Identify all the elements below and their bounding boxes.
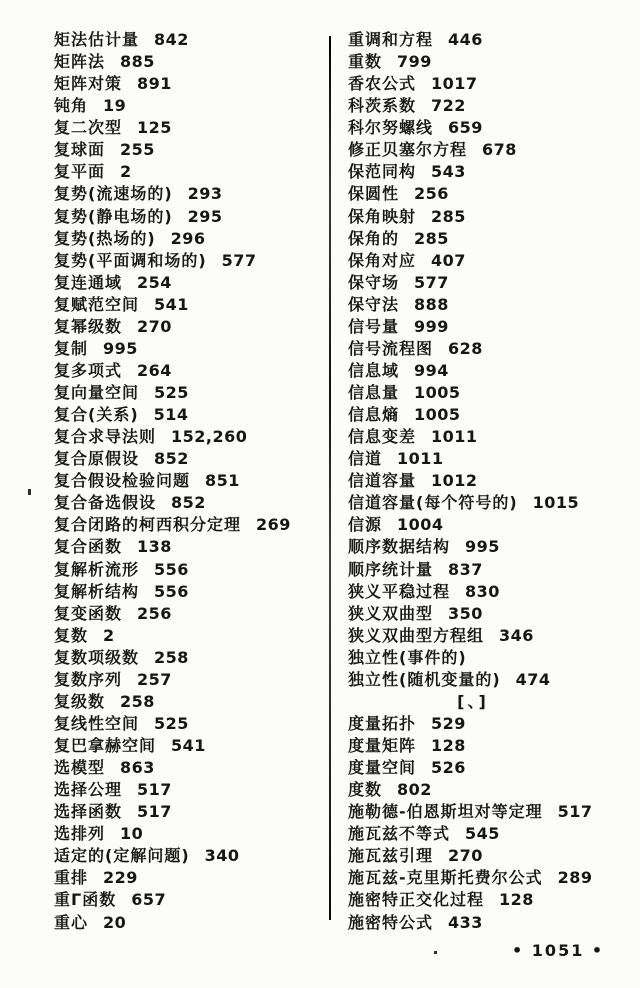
entry-term: 复合假设检验问题 [54,471,191,491]
index-entry [348,779,618,801]
entry-page-number: 20 [103,912,127,932]
index-entry [54,823,326,845]
section-divider-label: [、] [457,691,489,711]
entry-page-number: 995 [465,537,500,557]
entry-page-number: 514 [153,405,189,425]
entry-page-number: 1011 [397,449,444,469]
entry-term: 保守场 [348,272,400,292]
entry-page-number: 285 [414,228,449,248]
index-entry [348,250,618,272]
entry-term: 重调和方程 [348,30,434,49]
entry-page-number: 229 [103,868,138,888]
entry-page-number: 657 [131,890,167,910]
index-entry [54,779,326,801]
index-entry [348,735,618,757]
entry-term: 重心 [54,912,89,932]
entry-page-number: 1005 [414,383,461,402]
entry-term: 选模型 [54,758,106,778]
entry-page-number: 525 [154,383,189,402]
index-entry [54,250,326,272]
index-entry [348,625,618,647]
entry-term: 复平面 [54,162,106,182]
index-entry [54,206,326,228]
entry-page-number: 556 [154,581,189,601]
index-entry [54,603,326,625]
entry-page-number: 852 [154,449,189,469]
entry-term: 复合(关系) [54,405,139,425]
entry-term: 复幂级数 [54,316,123,336]
entry-term: 选择函数 [54,802,123,822]
entry-term: 信号量 [348,316,400,336]
entry-page-number: 678 [482,140,517,160]
entry-page-number: 885 [120,52,155,72]
entry-term: 信息变差 [348,427,417,447]
entry-page-number: 293 [187,184,223,204]
entry-page-number: 995 [103,338,138,358]
index-entry [54,426,326,448]
entry-page-number: 128 [431,736,466,755]
entry-term: 复合求导法则 [54,427,157,447]
entry-page-number: 152,260 [171,427,248,447]
index-entry [54,404,326,426]
index-entry [54,757,326,779]
index-entry [54,470,326,492]
entry-page-number: 722 [431,96,466,116]
entry-term: 保角对应 [348,250,417,270]
index-entry [348,559,618,581]
index-entry [54,448,326,470]
index-entry [348,316,618,338]
entry-term: 保范同构 [348,162,417,182]
entry-term: 复合备选假设 [54,493,157,513]
entry-term: 重排 [54,868,89,888]
entry-page-number: 346 [499,625,534,645]
index-entry [348,360,618,382]
entry-term: 施瓦兹不等式 [348,824,451,844]
entry-page-number: 891 [137,74,172,94]
entry-term: 独立性(随机变量的) [348,669,501,689]
entry-page-number: 256 [137,603,172,623]
entry-page-number: 529 [431,713,466,733]
entry-page-number: 128 [499,890,534,910]
index-entry [348,514,618,536]
entry-term: 复制 [54,338,89,358]
entry-term: 施密特公式 [348,912,434,932]
entry-page-number: 340 [204,846,240,866]
entry-term: 复球面 [54,140,106,160]
index-entry [348,29,618,51]
index-entry [54,691,326,713]
entry-page-number: 994 [414,360,449,380]
entry-term: 复解析结构 [54,581,140,601]
index-entry [348,117,618,139]
entry-page-number: 289 [557,868,593,888]
entry-page-number: 295 [187,206,223,226]
entry-page-number: 1012 [431,471,478,491]
entry-term: 信息域 [348,360,400,380]
entry-page-number: 517 [557,802,593,822]
index-column-left [54,29,326,934]
entry-page-number: 10 [120,824,144,844]
entry-page-number: 541 [154,294,189,314]
index-entry [54,912,326,934]
index-entry [348,73,618,95]
entry-page-number: 264 [137,360,172,380]
index-entry [54,73,326,95]
index-entry [54,669,326,691]
index-entry [348,294,618,316]
entry-page-number: 802 [397,780,432,800]
index-entry [348,536,618,558]
index-entry [54,801,326,823]
entry-page-number: 837 [448,559,483,579]
entry-term: 选择公理 [54,780,123,800]
index-entry [348,647,618,669]
index-entry [54,713,326,735]
entry-page-number: 474 [515,669,551,689]
entry-term: 施瓦兹引理 [348,846,434,866]
entry-page-number: 270 [137,316,172,336]
entry-page-number: 999 [414,316,449,336]
page-number: • 1051 • [512,941,605,960]
index-entry [54,867,326,889]
index-entry [348,889,618,911]
entry-page-number: 577 [414,272,449,292]
entry-page-number: 852 [171,493,206,513]
entry-term: 复向量空间 [54,383,140,402]
entry-term: 复合闭路的柯西积分定理 [54,515,242,535]
index-entry [348,51,618,73]
entry-term: 狭义双曲型 [348,603,434,623]
entry-term: 独立性(事件的) [348,647,467,667]
index-entry [348,470,618,492]
entry-page-number: 254 [137,272,172,292]
index-entry [348,139,618,161]
entry-page-number: 851 [205,471,240,491]
entry-term: 复势(流速场的) [54,184,173,204]
entry-page-number: 1004 [397,515,444,535]
entry-page-number: 577 [221,250,257,270]
entry-page-number: 543 [431,162,466,182]
index-entry [54,581,326,603]
entry-page-number: 258 [154,647,189,667]
entry-term: 施瓦兹-克里斯托费尔公式 [348,868,543,888]
entry-page-number: 433 [448,912,483,932]
entry-page-number: 285 [431,206,466,226]
index-entry [348,206,618,228]
entry-term: 信道容量 [348,471,417,491]
index-entry [54,316,326,338]
entry-term: 复二次型 [54,118,123,138]
index-entry [54,139,326,161]
index-entry [348,228,618,250]
entry-term: 复线性空间 [54,713,140,733]
entry-term: 施勒德-伯恩斯坦对等定理 [348,802,543,822]
index-entry [54,29,326,51]
index-entry [348,448,618,470]
index-entry [348,95,618,117]
index-entry [348,757,618,779]
entry-page-number: 525 [154,713,189,733]
entry-page-number: 526 [431,758,466,778]
entry-term: 复势(热场的) [54,228,156,248]
entry-term: 矩阵对策 [54,74,123,94]
entry-page-number: 255 [120,140,155,160]
section-divider-marker [348,691,598,713]
index-entry [348,912,618,934]
entry-page-number: 256 [414,184,449,204]
entry-term: 复数项级数 [54,647,140,667]
entry-page-number: 446 [448,30,483,49]
index-entry [54,360,326,382]
entry-term: 信道 [348,449,383,469]
entry-page-number: 350 [448,603,483,623]
index-entry [54,735,326,757]
index-entry [348,426,618,448]
entry-term: 复解析流形 [54,559,140,579]
entry-page-number: 1005 [414,405,461,425]
entry-page-number: 125 [137,118,172,138]
entry-page-number: 1011 [431,427,478,447]
entry-term: 复赋范空间 [54,294,140,314]
index-entry [54,514,326,536]
index-entry [54,647,326,669]
entry-page-number: 659 [448,118,483,138]
scan-speck [28,489,31,495]
entry-term: 保圆性 [348,184,400,204]
entry-page-number: 842 [154,30,189,49]
entry-term: 度量拓扑 [348,713,417,733]
entry-page-number: 517 [137,802,172,822]
entry-page-number: 799 [397,52,432,72]
index-entry [348,161,618,183]
entry-term: 信号流程图 [348,338,434,358]
index-entry [54,536,326,558]
index-entry [348,382,618,404]
entry-term: 科尔努螺线 [348,118,434,138]
index-entry [348,801,618,823]
index-entry [348,492,618,514]
index-entry [348,845,618,867]
index-entry [348,272,618,294]
index-column-right [348,29,618,934]
index-entry [348,669,618,691]
index-entry [54,117,326,139]
entry-page-number: 269 [256,515,291,535]
entry-term: 适定的(定解问题) [54,846,190,866]
index-entry [348,713,618,735]
entry-term: 顺序数据结构 [348,537,451,557]
entry-term: 复合函数 [54,537,123,557]
entry-term: 选排列 [54,824,106,844]
index-entry [54,51,326,73]
entry-term: 复势(静电场的) [54,206,173,226]
entry-page-number: 556 [154,559,189,579]
entry-term: 复多项式 [54,360,123,380]
entry-term: 复合原假设 [54,449,140,469]
entry-page-number: 863 [120,758,155,778]
index-entry [348,404,618,426]
index-entry [54,382,326,404]
entry-page-number: 545 [465,824,500,844]
entry-page-number: 628 [448,338,483,358]
entry-page-number: 138 [137,537,172,557]
entry-term: 信道容量(每个符号的) [348,493,518,513]
entry-term: 矩阵法 [54,52,106,72]
index-entry [54,338,326,360]
column-divider-rule [329,36,331,920]
index-entry [348,603,618,625]
entry-term: 重数 [348,52,383,72]
index-entry [348,823,618,845]
entry-term: 保角映射 [348,206,417,226]
entry-term: 复变函数 [54,603,123,623]
entry-term: 复数 [54,625,89,645]
entry-page-number: 830 [465,581,500,601]
entry-page-number: 517 [137,780,172,800]
index-entry [54,272,326,294]
entry-term: 复势(平面调和场的) [54,250,207,270]
entry-page-number: 1017 [431,74,478,94]
index-entry [348,581,618,603]
entry-page-number: 2 [120,162,132,182]
entry-term: 度数 [348,780,383,800]
entry-term: 钝角 [54,96,89,116]
index-entry [54,889,326,911]
index-entry [54,845,326,867]
entry-term: 度量空间 [348,758,417,778]
entry-term: 复巴拿赫空间 [54,736,157,755]
entry-term: 香农公式 [348,74,417,94]
index-entry [348,867,618,889]
entry-term: 度量矩阵 [348,736,417,755]
entry-term: 复数序列 [54,669,123,689]
index-entry [54,492,326,514]
entry-term: 矩法估计量 [54,30,140,49]
entry-page-number: 257 [137,669,172,689]
entry-term: 修正贝塞尔方程 [348,140,468,160]
index-entry [54,95,326,117]
entry-term: 狭义平稳过程 [348,581,451,601]
entry-page-number: 888 [414,294,449,314]
entry-term: 复连通域 [54,272,123,292]
index-entry [54,294,326,316]
entry-term: 信源 [348,515,383,535]
index-entry [54,625,326,647]
entry-term: 重Γ函数 [54,890,117,910]
entry-term: 复级数 [54,691,106,711]
entry-term: 信息熵 [348,405,400,425]
entry-term: 信息量 [348,383,400,402]
entry-page-number: 258 [120,691,155,711]
entry-term: 科茨系数 [348,96,417,116]
index-entry [348,183,618,205]
index-entry [54,228,326,250]
index-entry [54,161,326,183]
entry-term: 施密特正交化过程 [348,890,485,910]
entry-term: 顺序统计量 [348,559,434,579]
entry-page-number: 296 [170,228,206,248]
entry-term: 保角的 [348,228,400,248]
entry-page-number: 407 [431,250,466,270]
entry-page-number: 541 [171,736,206,755]
entry-page-number: 1015 [532,493,580,513]
entry-page-number: 19 [103,96,127,116]
index-entry [54,559,326,581]
entry-term: 狭义双曲型方程组 [348,625,485,645]
index-entry [348,338,618,360]
index-entry [54,183,326,205]
entry-page-number: 270 [448,846,483,866]
scan-speck [434,951,437,954]
entry-page-number: 2 [103,625,115,645]
entry-term: 保守法 [348,294,400,314]
